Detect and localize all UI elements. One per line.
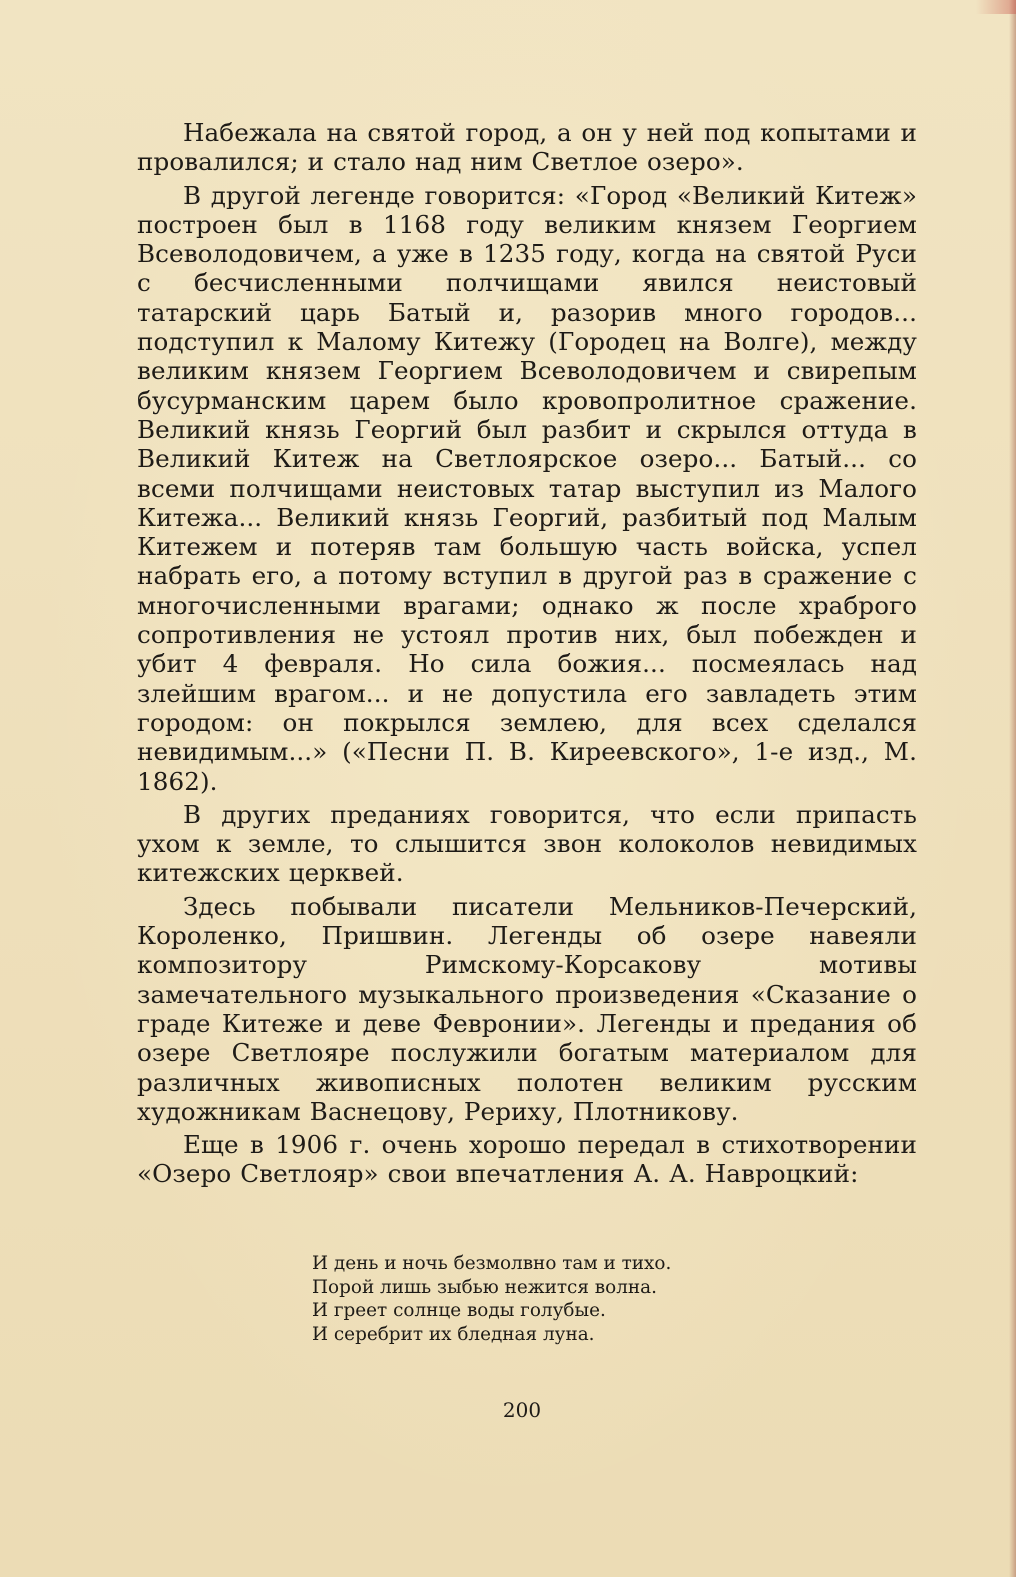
paragraph-5: Еще в 1906 г. очень хорошо передал в стихотворении «Озеро Светлояр» свои впечатления А. А. Навроцкий:	[137, 1130, 917, 1189]
body-text	[137, 118, 917, 1189]
page-number: 200	[502, 1398, 542, 1422]
poem-quote	[312, 1252, 872, 1346]
page-corner-stain	[976, 0, 1016, 14]
page-edge	[1009, 0, 1016, 1577]
poem-line-2: Порой лишь зыбью нежится волна.	[312, 1276, 657, 1298]
poem-line-3: И греет солнце воды голубые.	[312, 1300, 606, 1322]
paragraph-2: В другой легенде говорится: «Город «Великий Китеж» построен был в 1168 году великим князем Георгием Всеволодовичем, а уже в 1235 году, когда на святой Руси с бесчисленными полчищами явился неистовый татарский царь Батый и, разорив много городов... подступил к Малому Китежу (Городец на Волге), между великим князем Георгием Всеволодовичем и свирепым бусурманским царем было кровопролитное сражение. Великий князь Георгий был разбит и скрылся оттуда в Великий Китеж на Светлоярское озеро... Батый... со всеми полчищами неистовых татар выступил из Малого Китежа... Великий князь Георгий, разбитый под Малым Китежем и потеряв там большую часть войска, успел набрать его, а потому вступил в другой раз в сражение с многочисленными врагами; однако ж после храброго сопротивления не устоял против них, был побежден и убит 4 февраля. Но сила божия... посмеялась над злейшим врагом... и не допустила его завладеть этим городом: он покрылся землею, для всех сделался невидимым...» («Песни П. В. Киреевского», 1-е изд., М. 1862).	[137, 180, 917, 796]
paragraph-1: Набежала на святой город, а он у ней под копытами и провалился; и стало над ним Светлое озеро».	[137, 118, 917, 177]
paragraph-3: В других преданиях говорится, что если припасть ухом к земле, то слышится звон колоколов невидимых китежских церквей.	[137, 799, 917, 888]
poem-line-4: И серебрит их бледная луна.	[312, 1323, 595, 1345]
paragraph-4: Здесь побывали писатели Мельников-Печерский, Короленко, Пришвин. Легенды об озере навеяли композитору Римскому-Корсакову мотивы замечательного музыкального произведения «Сказание о граде Китеже и деве Февронии». Легенды и предания об озере Светлояре послужили богатым материалом для различных живописных полотен великим русским художникам Васнецову, Рериху, Плотникову.	[137, 891, 917, 1126]
poem-line-1: И день и ночь безмолвно там и тихо.	[312, 1253, 672, 1274]
